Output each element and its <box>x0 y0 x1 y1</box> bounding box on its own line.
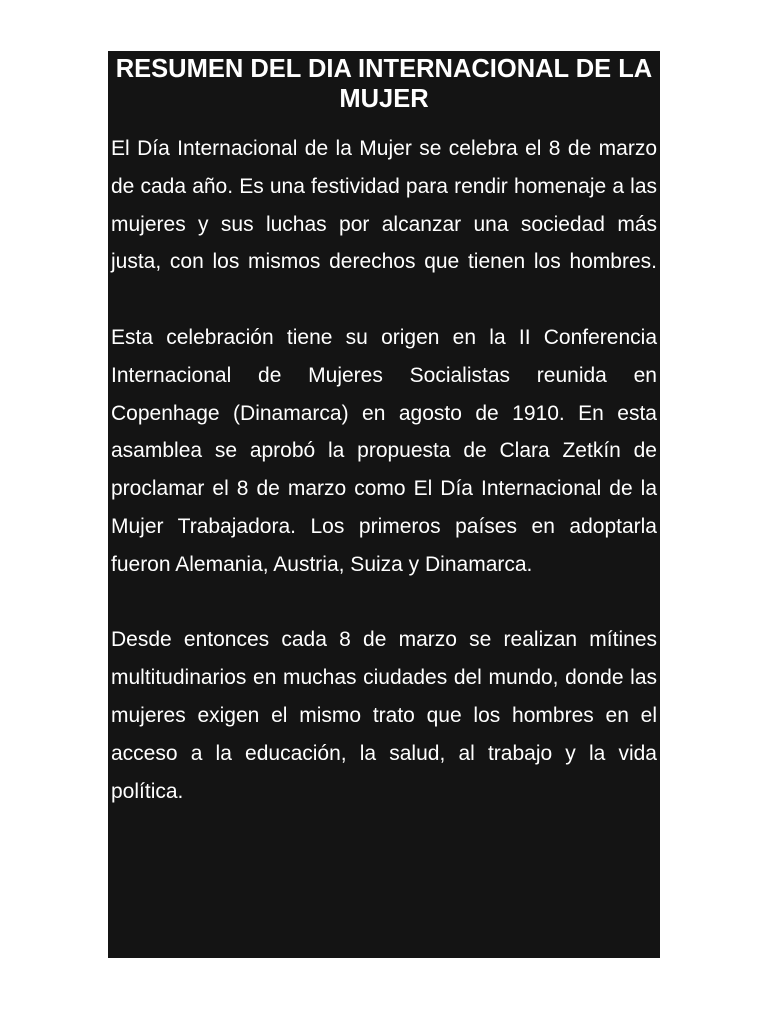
paragraph-origin: Esta celebración tiene su origen en la II Conferencia Internacional de Mujeres Socialistas reunida en Copenhage (Dinamarca) en agosto de 1910. En esta asamblea se aprobó la propuesta de Clara Zetkín de proclamar el 8 de marzo como El Día Internacional de la Mujer Trabajadora. Los primeros países en adoptarla fueron Alemania, Austria, Suiza y Dinamarca. <box>111 325 657 576</box>
paragraph-celebration-date: El Día Internacional de la Mujer se celebra el 8 de marzo de cada año. Es una festividad para rendir homenaje a las mujeres y sus luchas por alcanzar una sociedad más justa, con los mismos derechos que tienen los hombres. <box>111 137 657 274</box>
document-title: RESUMEN DEL DIA INTERNACIONAL DE LA MUJER <box>115 55 653 113</box>
document-content-box <box>108 51 660 958</box>
paragraph-since-then: Desde entonces cada 8 de marzo se realizan mítines multitudinarios en muchas ciudades del mundo, donde las mujeres exigen el mismo trato que los hombres en el acceso a la educación, la salud, al trabajo y la vida política. <box>111 628 657 803</box>
